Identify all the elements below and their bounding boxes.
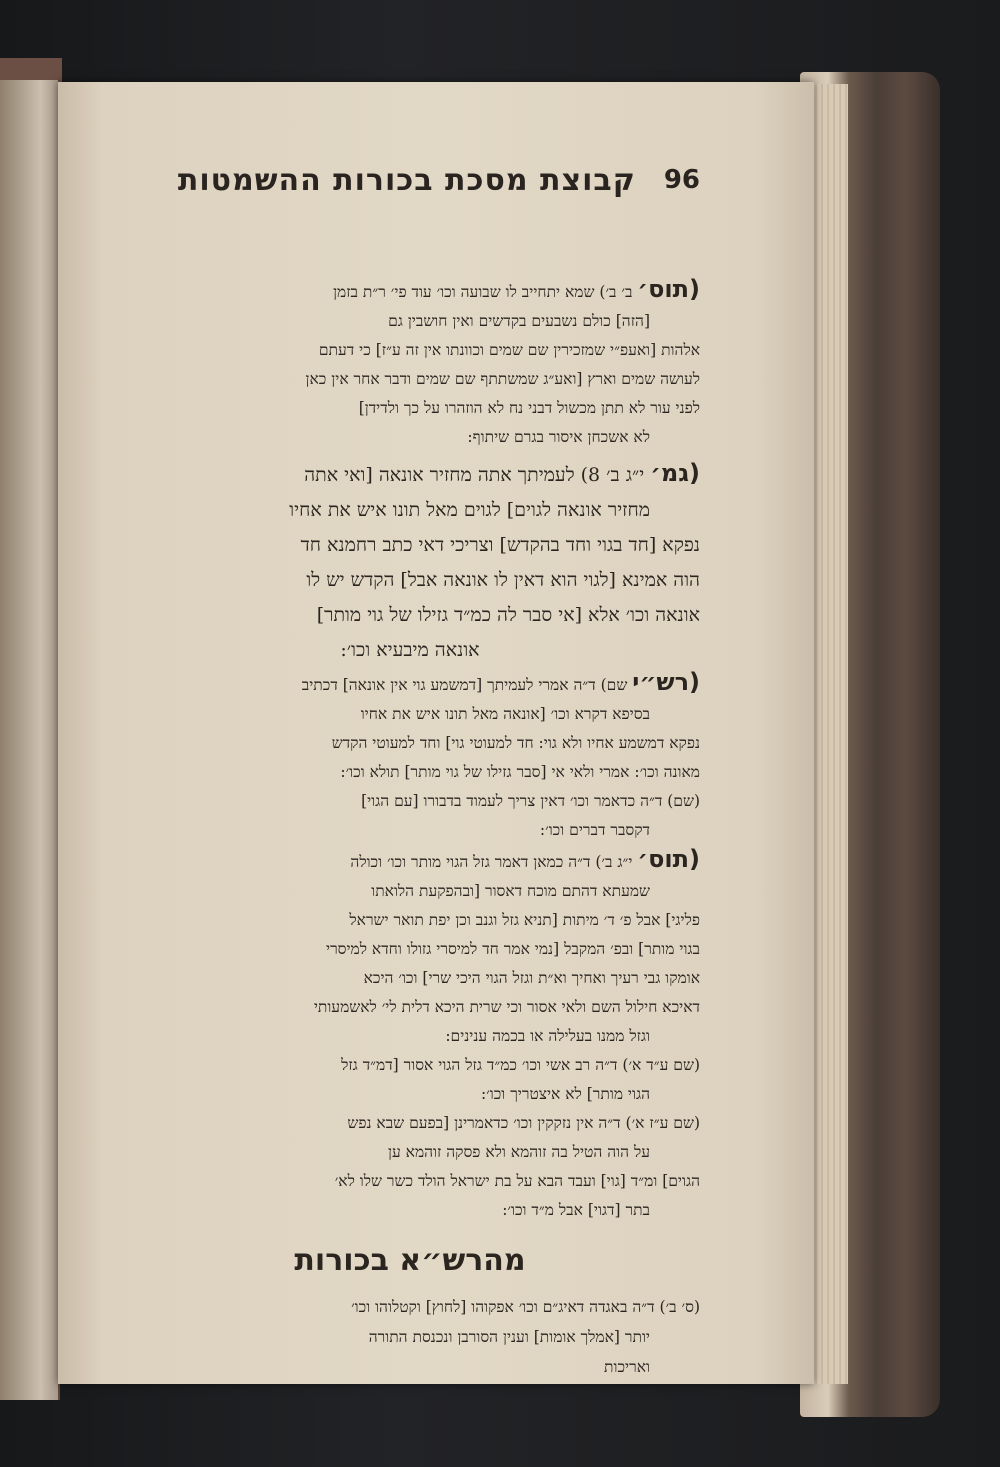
paragraph-label: (רש״י — [632, 668, 700, 696]
text-line: לעושה שמים וארץ [ואע״ג שמשתתף שם שמים ודבר אחר אין כאן — [305, 370, 700, 388]
section-title: מהרש״א בכורות — [294, 1243, 526, 1278]
text-line: ואריכות — [604, 1358, 650, 1376]
paragraph-sham-1 — [120, 1051, 700, 1109]
paragraph-label: (תוס׳ — [637, 845, 700, 873]
text-line: יותר [אמלך אומות] וענין הסורבן ונכנסת התורה — [368, 1328, 650, 1346]
line-text: י״ג ב׳ 8) לעמיתך אתה מחזיר אונאה [ואי אתה — [304, 464, 645, 486]
text-line: (שם ע״ד א׳) ד״ה רב אשי וכו׳ כמ״ד גזל הגוי אסור [דמ״ד גזל — [341, 1056, 700, 1074]
text-line — [120, 845, 700, 877]
page-body — [120, 275, 700, 1382]
running-title: קבוצת מסכת בכורות ההשמטות — [177, 162, 636, 198]
text-line: פליגי] אבל פ׳ ד׳ מיתות [תניא גזל וגנב וכן יפת תואר ישראל — [349, 911, 700, 929]
text-line: (שם) ד״ה כדאמר וכו׳ דאין צריך לעמוד בדבורו [עם הגוי] — [361, 792, 700, 810]
paragraph-gemara — [120, 456, 700, 668]
text-line: בתר [דגוי] אבל מ״ד וכו׳: — [502, 1201, 650, 1219]
text-line: נפקא דמשמע אחיו ולא גוי: חד למעוטי גוי] וחד למעוטי הקדש — [331, 734, 700, 752]
text-line: לפני עור לא תתן מכשול דבני נח לא הוזהרו על כך ולדידן] — [358, 399, 700, 417]
paragraph-tosafot-1 — [120, 275, 700, 452]
text-line: לא אשכחן איסור בגרם שיתוף: — [467, 428, 650, 446]
text-line: (שם ע״ז א׳) ד״ה אין נזקקין וכו׳ כדאמרינן [בפעם שבא נפש — [347, 1114, 700, 1132]
text-line: מחזיר אונאה לגוים] לגוים מאל תונו איש את אחיו — [289, 499, 650, 521]
text-line: שמעתא דהתם מוכח דאסור [ובהפקעת הלואתו — [371, 882, 650, 900]
text-line: אומקו גבי רעיך ואחיך וא״ת וגזל הגוי היכי שרי] וכו׳ היכא — [363, 969, 700, 987]
paragraph-label: (גמ׳ — [650, 459, 700, 487]
text-line: הגוים] ומ״ד [גוי] ועבד הבא על בת ישראל הולד כשר שלו לא׳ — [334, 1172, 700, 1190]
text-line: אונאה מיבעיא וכו׳: — [340, 639, 480, 661]
text-line — [120, 668, 700, 700]
line-text: ב׳ ב׳) שמא יתחייב לו שבועה וכו׳ עוד פי׳ ר״ת בזמן — [333, 283, 633, 301]
paragraph-tosafot-2 — [120, 845, 700, 1051]
text-line: דקסבר דברים וכו׳: — [539, 821, 650, 839]
text-line: [הזה] כולם נשבעים בקדשים ואין חושבין גם — [388, 312, 650, 330]
text-line: הגוי מותר] לא איצטריך וכו׳: — [480, 1085, 650, 1103]
page-number: 96 — [663, 165, 700, 195]
text-line: מאונה וכו׳: אמרי ולאי אי [סבר גזילו של גוי מותר] תולא וכו׳: — [340, 763, 700, 781]
text-line: נפקא [חד בגוי וחד בהקדש] וצריכי דאי כתב רחמנא חד — [300, 534, 700, 556]
paragraph-label: (תוס׳ — [637, 275, 700, 303]
text-line — [120, 275, 700, 307]
paragraph-rashi — [120, 668, 700, 845]
page-header — [100, 150, 700, 210]
text-line: וגזל ממנו בעלילה או בכמה ענינים: — [445, 1027, 650, 1045]
line-text: י״ג ב׳) ד״ה כמאן דאמר גזל הגוי מותר וכו׳ וכולה — [350, 853, 633, 871]
text-line: דאיכא חילול השם ולאי אסור וכי שרית היכא דלית לי׳ לאשמעותי — [313, 998, 700, 1016]
paragraph-maharsha — [120, 1292, 700, 1382]
text-line: אונאה וכו׳ אלא [אי סבר לה כמ״ד גזילו של גוי מותר] — [316, 604, 700, 626]
text-line: אלהות [ואעפ״י שמזכירין שם שמים וכוונתו אין זה ע״ז] כי דעתם — [318, 341, 700, 359]
paragraph-sham-2 — [120, 1109, 700, 1225]
line-text: שם) ד״ה אמרי לעמיתך [דמשמע גוי אין אונאה] דכתיב — [301, 676, 628, 694]
text-line — [120, 456, 700, 493]
text-line: בסיפא דקרא וכו׳ [אונאה מאל תונו איש את אחיו — [360, 705, 650, 723]
text-line: הוה אמינא [לגוי הוא דאין לו אונאה אבל] הקדש יש לו — [306, 569, 700, 591]
left-page-edge — [0, 80, 60, 1400]
text-line: בגוי מותר] ובפ׳ המקבל [נמי אמר חד למיסרי גזולו וחדא למיסרי — [326, 940, 700, 958]
text-line: על הוה הטיל בה זוהמא ולא פסקה זוהמא ען — [388, 1143, 650, 1161]
text-line: (ס׳ ב׳) ד״ה באגדה דאיג״ם וכו׳ אפקוהו [לחוץ] וקטלוהו וכו׳ — [351, 1298, 700, 1316]
